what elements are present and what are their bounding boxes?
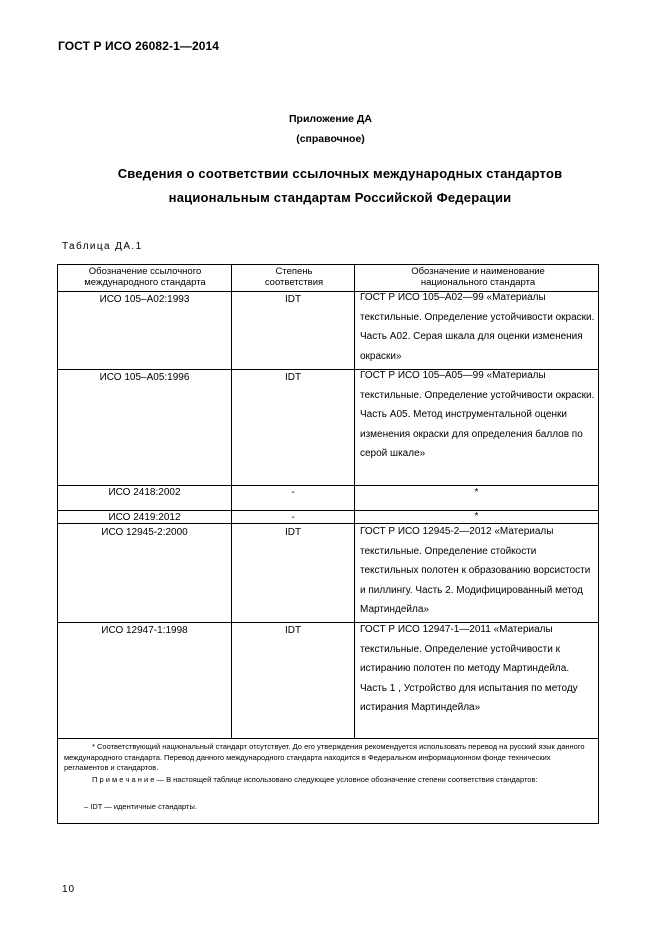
column-divider <box>354 265 355 739</box>
table-row-degree: IDT <box>284 527 302 538</box>
table-legend: – IDT — идентичные стандарты. <box>84 802 197 811</box>
table-row-national: ГОСТ Р ИСО 105–А05—99 «Материалы текстильные. Определение устойчивости окраски. Часть А05. Метод инструментальной оценки изменения окраски для определения баллов по серой шкале» <box>360 370 595 459</box>
column-header-national: Обозначение и наименование национального стандарта <box>411 266 545 288</box>
table-row-degree: - <box>291 487 295 498</box>
column-header-intl: Обозначение ссылочного международного стандарта <box>84 266 206 288</box>
table-row-degree: IDT <box>284 625 302 636</box>
table-row-intl: ИСО 2418:2002 <box>108 487 181 498</box>
appendix-note: (справочное) <box>296 133 365 145</box>
table-row-intl: ИСО 12947-1:1998 <box>101 625 188 636</box>
table-row-national: ГОСТ Р ИСО 12947-1—2011 «Материалы текстильные. Определение устойчивости к истиранию полотен по методу Мартиндейла. Часть 1 , Устройство для испытания по методу истирания Мартиндейла» <box>360 624 578 713</box>
table-footnote: * Соответствующий национальный стандарт отсутствует. До его утверждения рекомендуется использовать перевод на русский язык данного международного стандарта. Перевод данного международного стандарта находится в Федеральном информационном фонде технических регламентов и стандартов. <box>64 742 585 772</box>
table-row-intl: ИСО 105–А05:1996 <box>99 372 190 383</box>
correspondence-table <box>57 264 599 824</box>
column-divider <box>231 265 232 739</box>
appendix-title: Приложение ДА <box>289 113 372 125</box>
page-number: 10 <box>62 884 76 895</box>
table-row-national: ГОСТ Р ИСО 105–А02—99 «Материалы текстильные. Определение устойчивости окраски. Часть А02. Серая шкала для оценки изменения окраски» <box>360 292 595 362</box>
table-note: П р и м е ч а н и е — В настоящей таблице использовано следующее условное обозначение степени соответствия стандартов: <box>92 775 538 784</box>
row-divider <box>58 738 598 739</box>
appendix-heading-line1: Сведения о соответствии ссылочных международных стандартов <box>117 166 563 181</box>
table-row-national: ГОСТ Р ИСО 12945-2—2012 «Материалы текстильные. Определение стойкости текстильных полотен к образованию ворсистости и пиллингу. Часть 2. Модифицированный метод Мартиндейла» <box>360 526 591 615</box>
table-row-intl: ИСО 105–А02:1993 <box>99 294 190 305</box>
table-row-degree: IDT <box>284 372 302 383</box>
table-row-intl: ИСО 12945-2:2000 <box>101 527 188 538</box>
table-row-national: * <box>474 487 479 498</box>
table-row-degree: - <box>291 512 295 523</box>
row-divider <box>58 485 598 486</box>
document-code: ГОСТ Р ИСО 26082-1—2014 <box>58 39 220 53</box>
table-row-national: * <box>474 511 479 522</box>
column-header-degree: Степень соответствия <box>264 266 324 288</box>
table-row-intl: ИСО 2419:2012 <box>108 512 181 523</box>
table-row-degree: IDT <box>284 294 302 305</box>
table-caption: Таблица ДА.1 <box>62 241 143 252</box>
appendix-heading-line2: национальным стандартам Российской Федерации <box>168 190 512 205</box>
